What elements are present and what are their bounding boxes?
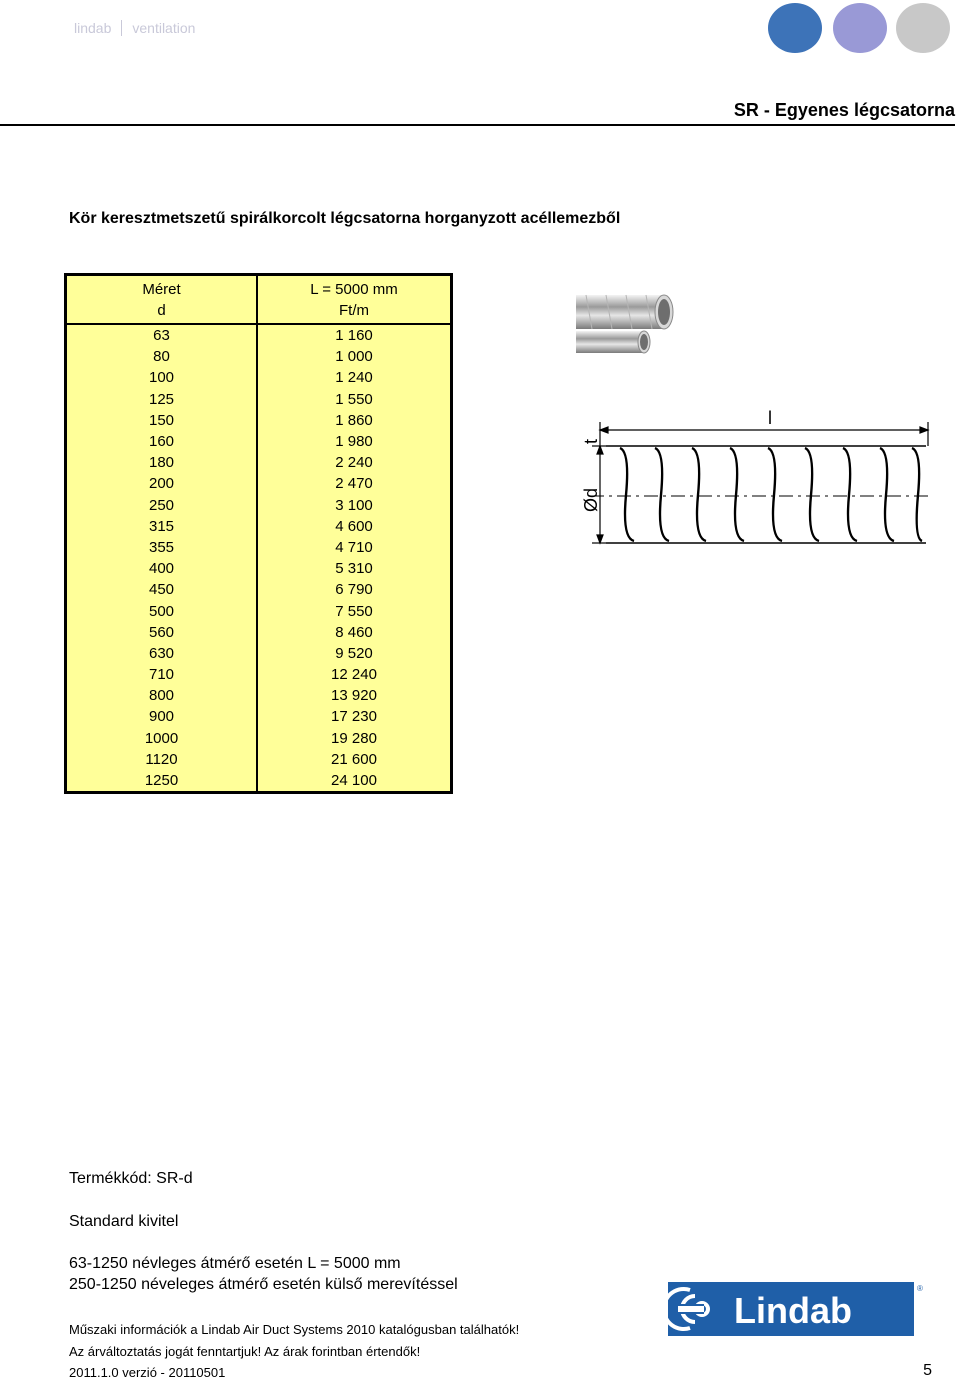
size-cell: 150 [66, 410, 258, 431]
size-cell: 710 [66, 664, 258, 685]
size-cell: 355 [66, 537, 258, 558]
table-row [66, 452, 452, 473]
size-cell: 1000 [66, 728, 258, 749]
table-row [66, 495, 452, 516]
table-row [66, 749, 452, 770]
price-cell: 4 600 [335, 517, 373, 535]
brand-separator [121, 20, 122, 36]
info-line-2: 250-1250 néveleges átmérő esetén külső merevítéssel [69, 1276, 458, 1293]
table-row [66, 431, 452, 452]
size-cell: 1120 [66, 749, 258, 770]
size-cell: 1250 [66, 770, 258, 793]
price-cell: 1 550 [335, 390, 373, 408]
table-row [66, 706, 452, 727]
brand-section: ventilation [132, 20, 196, 36]
header-size: Méret [66, 275, 258, 301]
table-row [66, 473, 452, 494]
table-row [66, 558, 452, 579]
size-cell: 160 [66, 431, 258, 452]
brand-label [74, 20, 195, 36]
document-subtitle: Kör keresztmetszetű spirálkorcolt légcsatorna horganyzott acéllemezből [69, 210, 621, 227]
footer-note-2: Az árváltoztatás jogát fenntartjuk! Az árak forintban értendők! [69, 1344, 421, 1359]
header-size-symbol: d [66, 300, 258, 324]
footer-note-1: Műszaki információk a Lindab Air Duct Systems 2010 katalógusban találhatók! [69, 1322, 520, 1337]
price-cell: 7 550 [335, 602, 373, 620]
length-label: l [768, 408, 772, 428]
header-circle-lavender [833, 3, 887, 53]
size-cell: 900 [66, 706, 258, 727]
table-header-row [66, 275, 452, 301]
table-row [66, 643, 452, 664]
price-cell: 5 310 [335, 560, 373, 578]
size-cell: 200 [66, 473, 258, 494]
price-cell: 17 230 [331, 708, 377, 726]
lindab-logo [668, 1282, 926, 1338]
table-row [66, 410, 452, 431]
table-row [66, 367, 452, 388]
version-label: 2011.1.0 verzió - 20110501 [69, 1365, 226, 1380]
table-row [66, 389, 452, 410]
table-row [66, 770, 452, 793]
size-cell: 63 [66, 324, 258, 346]
table-row [66, 346, 452, 367]
brand-name: lindab [74, 20, 112, 36]
header-circle-gray [896, 3, 950, 53]
page-title: SR - Egyenes légcsatorna [733, 100, 955, 120]
size-cell: 315 [66, 516, 258, 537]
table-row [66, 600, 452, 621]
table-row [66, 324, 452, 346]
diameter-label: Ød [581, 487, 601, 512]
price-table [64, 273, 453, 794]
price-cell: 1 860 [335, 411, 373, 429]
price-cell: 19 280 [331, 729, 377, 747]
price-cell: 21 600 [331, 750, 377, 768]
duct-diagram [560, 400, 935, 555]
price-cell: 1 240 [335, 369, 373, 387]
size-cell: 125 [66, 389, 258, 410]
standard-version: Standard kivitel [69, 1213, 179, 1230]
svg-text:®: ® [917, 1284, 923, 1293]
header-unit: Ft/m [257, 300, 452, 324]
price-cell: 24 100 [331, 772, 377, 790]
size-cell: 450 [66, 579, 258, 600]
title-divider [0, 124, 955, 126]
page-number: 5 [923, 1362, 932, 1379]
size-cell: 250 [66, 495, 258, 516]
table-row [66, 728, 452, 749]
price-cell: 13 920 [331, 687, 377, 705]
size-cell: 80 [66, 346, 258, 367]
svg-text:Lindab: Lindab [734, 1290, 852, 1331]
size-cell: 180 [66, 452, 258, 473]
price-cell: 2 240 [335, 454, 373, 472]
header-length: L = 5000 mm [310, 281, 398, 298]
size-cell: 800 [66, 685, 258, 706]
duct-photo [576, 291, 676, 361]
table-row [66, 579, 452, 600]
size-cell: 560 [66, 622, 258, 643]
price-cell: 1 980 [335, 433, 373, 451]
table-row [66, 622, 452, 643]
table-row [66, 516, 452, 537]
table-row [66, 685, 452, 706]
header-circle-blue [768, 3, 822, 53]
size-cell: 500 [66, 600, 258, 621]
price-cell: 3 100 [335, 496, 373, 514]
size-cell: 400 [66, 558, 258, 579]
price-cell: 12 240 [331, 666, 377, 684]
info-line-1: 63-1250 névleges átmérő esetén L = 5000 mm [69, 1255, 401, 1272]
price-cell: 1 160 [335, 327, 373, 345]
table-row [66, 664, 452, 685]
price-cell: 6 790 [335, 581, 373, 599]
price-cell: 9 520 [335, 644, 373, 662]
price-cell: 4 710 [335, 538, 373, 556]
size-cell: 100 [66, 367, 258, 388]
thickness-label: t [581, 438, 601, 444]
price-cell: 1 000 [335, 348, 373, 366]
size-cell: 630 [66, 643, 258, 664]
product-code: Termékkód: SR-d [69, 1170, 193, 1187]
table-row [66, 537, 452, 558]
price-cell: 8 460 [335, 623, 373, 641]
price-cell: 2 470 [335, 475, 373, 493]
table-header-row [66, 300, 452, 324]
